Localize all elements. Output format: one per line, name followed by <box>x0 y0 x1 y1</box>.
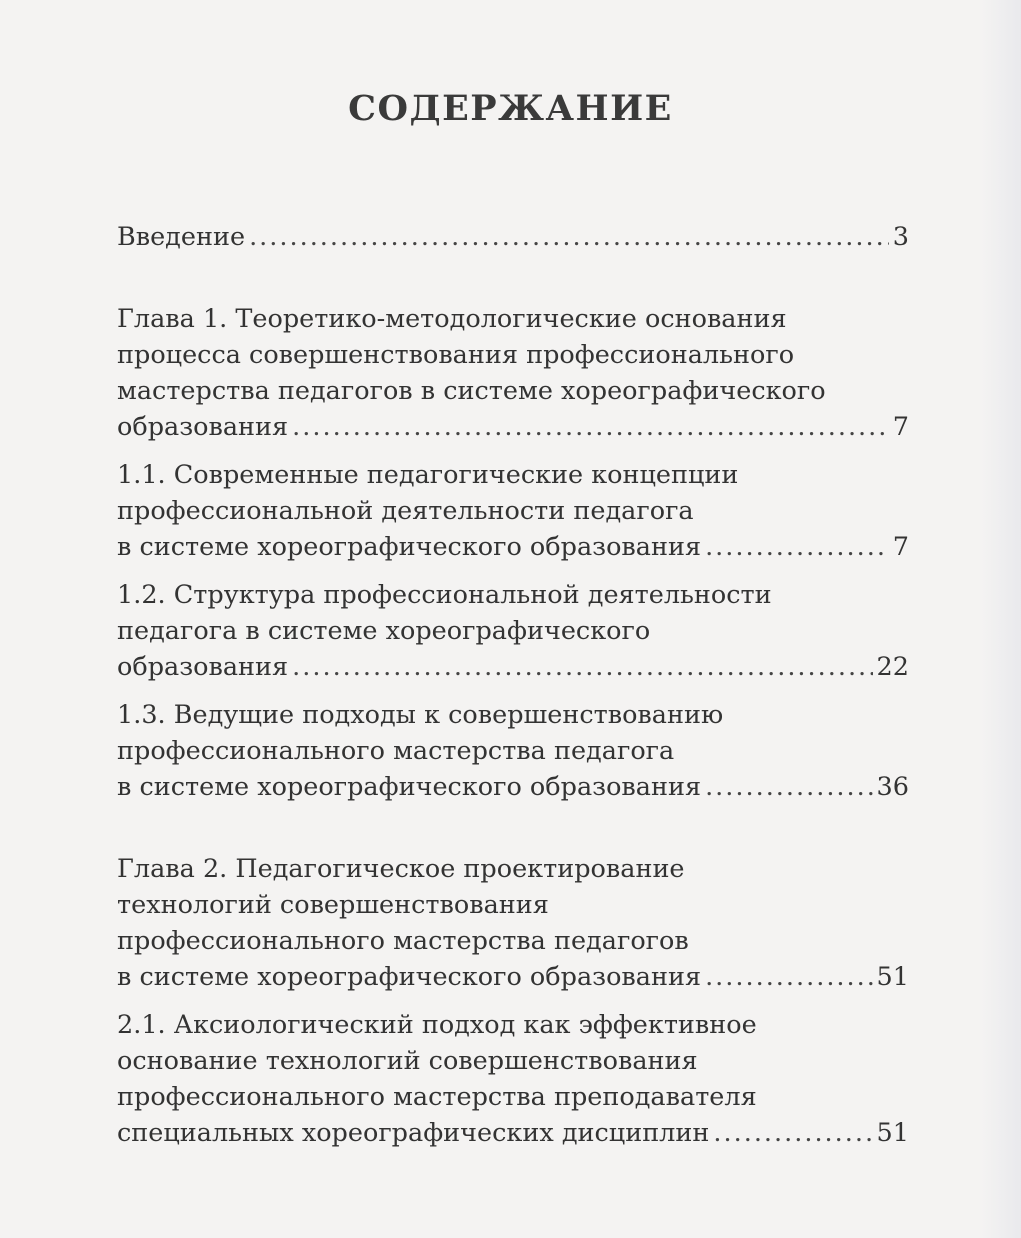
toc-entry-text: образования <box>117 652 289 682</box>
toc-entry-text: в системе хореографического образования <box>117 532 702 562</box>
toc-entry-text: 1.3. Ведущие подходы к совершенствованию <box>117 700 724 730</box>
toc-entry-text: профессионального мастерства преподавателя <box>117 1082 757 1112</box>
toc-entry-text: специальных хореографических дисциплин <box>117 1118 710 1148</box>
toc-entry-text: 1.1. Современные педагогические концепции <box>117 460 739 490</box>
toc-entry-text: процесса совершенствования профессионального <box>117 340 795 370</box>
dot-leader <box>292 409 889 445</box>
toc-page-number: 3 <box>892 222 909 252</box>
toc-page-number: 22 <box>876 652 909 682</box>
toc-entry-section-1-2 <box>117 577 909 685</box>
table-of-contents <box>117 219 909 1151</box>
toc-entry-text: в системе хореографического образования <box>117 962 702 992</box>
toc-entry-text: мастерства педагогов в системе хореографического <box>117 376 826 406</box>
toc-page-number: 51 <box>876 962 909 992</box>
toc-entry-text: 1.2. Структура профессиональной деятельности <box>117 580 772 610</box>
toc-entry-chapter-1 <box>117 301 909 445</box>
toc-entry-text: Введение <box>117 222 246 252</box>
toc-entry-text: в системе хореографического образования <box>117 772 702 802</box>
toc-entry-introduction <box>117 219 909 255</box>
toc-entry-text: основание технологий совершенствования <box>117 1046 698 1076</box>
toc-entry-text: Глава 1. Теоретико-методологические основания <box>117 304 787 334</box>
toc-entry-text: профессионального мастерства педагогов <box>117 926 689 956</box>
toc-title: СОДЕРЖАНИЕ <box>348 88 673 129</box>
toc-entry-text: Глава 2. Педагогическое проектирование <box>117 854 685 884</box>
dot-leader <box>705 959 872 995</box>
toc-page-number: 7 <box>892 412 909 442</box>
dot-leader <box>713 1115 872 1151</box>
dot-leader <box>249 219 889 255</box>
page-edge-shadow <box>981 0 1021 1238</box>
dot-leader <box>292 649 872 685</box>
toc-entry-section-1-3 <box>117 697 909 805</box>
toc-entry-text: 2.1. Аксиологический подход как эффективное <box>117 1010 757 1040</box>
toc-entry-text: образования <box>117 412 289 442</box>
toc-entry-section-1-1 <box>117 457 909 565</box>
toc-entry-text: технологий совершенствования <box>117 890 549 920</box>
toc-entry-text: профессиональной деятельности педагога <box>117 496 694 526</box>
toc-entry-chapter-2 <box>117 851 909 995</box>
toc-page-number: 7 <box>892 532 909 562</box>
toc-entry-section-2-1 <box>117 1007 909 1151</box>
toc-entry-text: педагога в системе хореографического <box>117 616 651 646</box>
dot-leader <box>705 529 889 565</box>
toc-page-number: 36 <box>876 772 909 802</box>
toc-entry-text: профессионального мастерства педагога <box>117 736 675 766</box>
dot-leader <box>705 769 872 805</box>
toc-page-number: 51 <box>876 1118 909 1148</box>
